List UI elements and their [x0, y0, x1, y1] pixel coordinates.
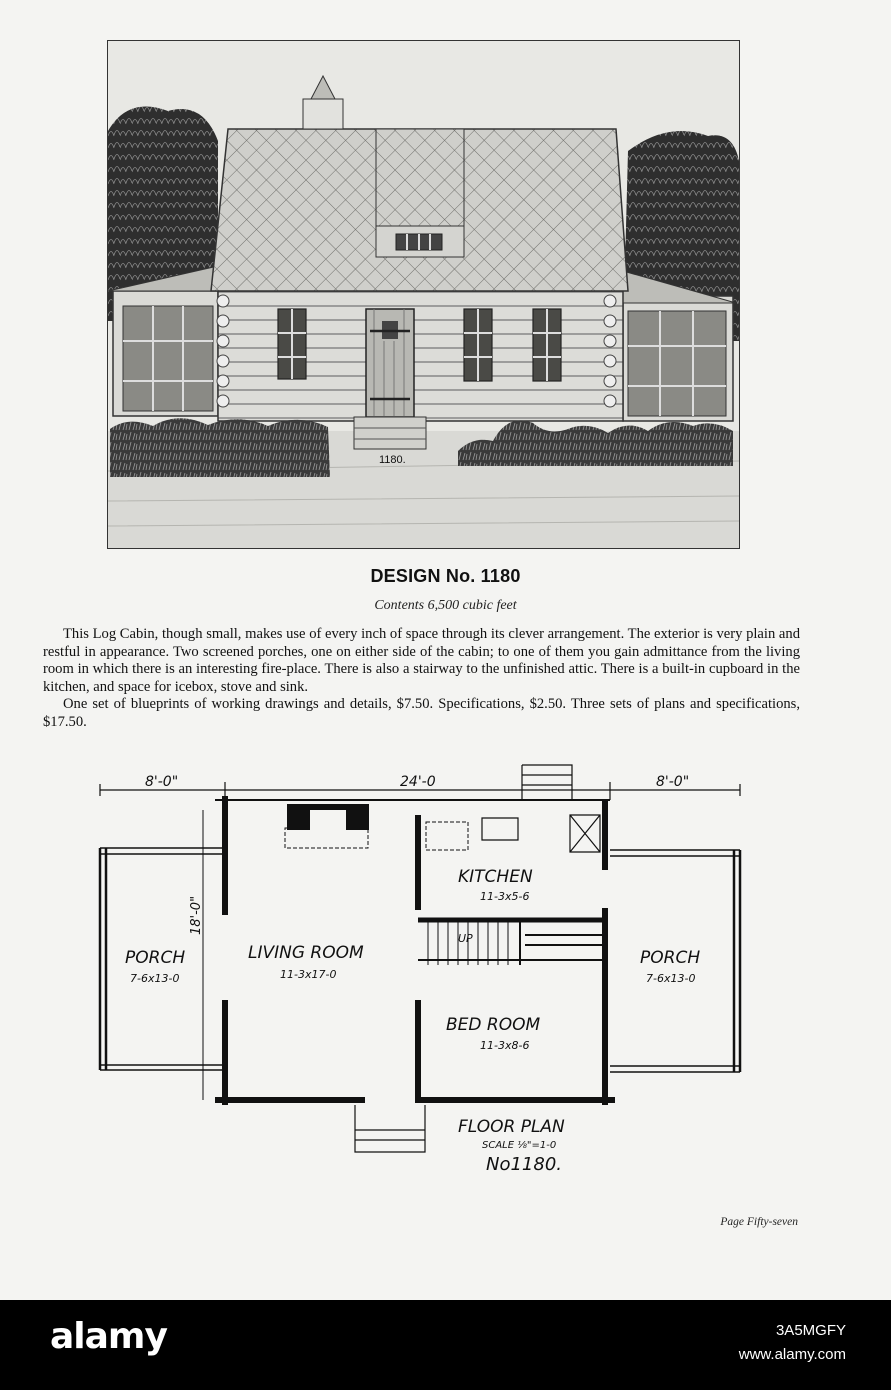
dimension-right: 8'-0" [656, 774, 690, 790]
porch-left-name: PORCH [125, 948, 186, 968]
kitchen-size: 11-3x5-6 [480, 890, 530, 903]
kitchen-name: KITCHEN [458, 867, 533, 887]
porch-left-size: 7-6x13-0 [130, 972, 180, 985]
design-title: DESIGN No. 1180 [370, 566, 521, 586]
description-paragraph: This Log Cabin, though small, makes use of every inch of space through its clever arrangement. The exterior is very plain and restful in appearance. Two screened porches, one on either side of the cabin; to one of them you gain admittance from the living room in which there is an interesting fire-place. There is also a stairway to the unfinished attic. There is a built-in cupboard in the kitchen, and space for icebox, stove and sink. [43, 626, 800, 695]
description [43, 626, 800, 732]
pricing-paragraph: One set of blueprints of working drawings and details, $7.50. Specifications, $2.50. Three sets of plans and specifications, $17.50. [43, 696, 800, 730]
porch-right-name: PORCH [640, 948, 701, 968]
site-url: www.alamy.com [738, 1346, 846, 1363]
shrubs-left [110, 418, 330, 477]
dimension-vertical: 18'-0" [189, 895, 204, 935]
living-room-size: 11-3x17-0 [280, 968, 337, 981]
illustration-number: 1180. [379, 454, 406, 466]
design-subtitle: Contents 6,500 cubic feet [374, 598, 517, 613]
dimension-left: 8'-0" [145, 774, 179, 790]
chimney [303, 99, 343, 129]
bedroom-size: 11-3x8-6 [480, 1039, 530, 1052]
brand-logo: alamy [50, 1316, 167, 1357]
plan-scale: SCALE ⅛"=1-0 [482, 1140, 557, 1151]
image-id: 3A5MGFY [775, 1322, 846, 1339]
porch-right-size: 7-6x13-0 [646, 972, 696, 985]
living-room-name: LIVING ROOM [248, 943, 364, 963]
cabin-illustration [107, 40, 740, 549]
bedroom-name: BED ROOM [446, 1015, 541, 1035]
page-number: Page Fifty-seven [720, 1216, 798, 1228]
floor-plan [90, 760, 760, 1180]
stair-label: UP [458, 932, 473, 945]
plan-title: FLOOR PLAN [458, 1117, 565, 1137]
dimension-center: 24'-0 [400, 774, 436, 790]
plan-number: No1180. [486, 1154, 563, 1175]
